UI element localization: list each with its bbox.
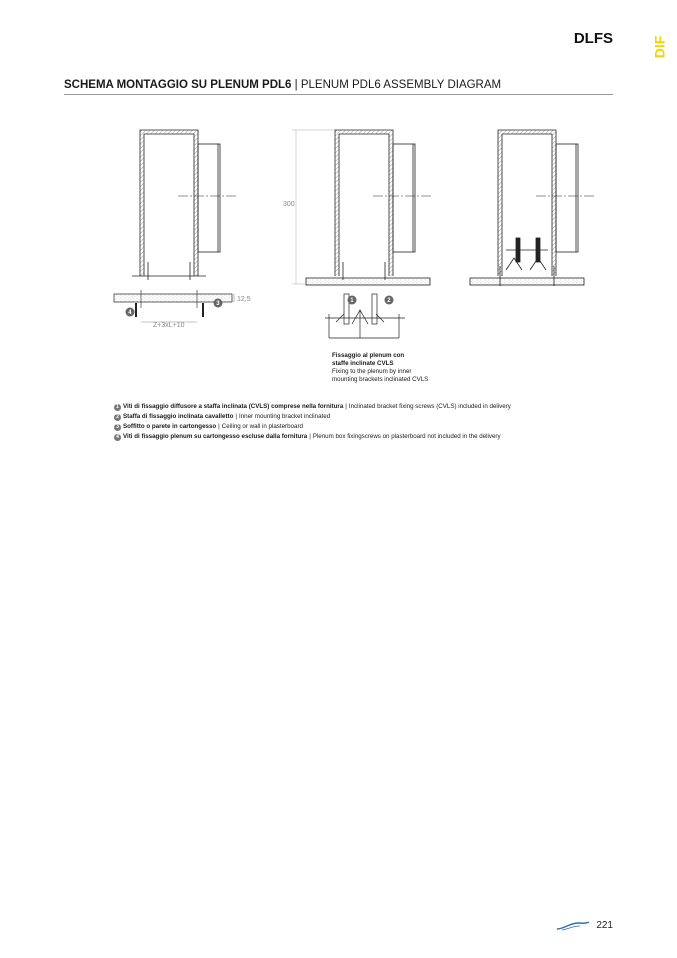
- legend-text-en: Inner mounting bracket inclinated: [238, 413, 331, 420]
- wave-logo-icon: [556, 921, 590, 931]
- legend-separator: |: [345, 403, 347, 410]
- legend-text-it: Staffa di fissaggio inclinata cavalletto: [123, 413, 234, 420]
- legend-item: [114, 412, 614, 422]
- legend-item: [114, 422, 614, 432]
- caption-line1-en: Fixing to the plenum by inner: [332, 368, 412, 375]
- legend-text-it: Soffitto o parete in cartongesso: [123, 423, 217, 430]
- page-footer: [556, 920, 613, 931]
- legend-num: 4: [114, 434, 121, 441]
- caption-line2-en: mounting brackets inclinated CVLS: [332, 376, 429, 383]
- legend-text-en: Ceiling or wall in plasterboard: [221, 423, 303, 430]
- section-title-it: SCHEMA MONTAGGIO SU PLENUM PDL6: [64, 79, 292, 91]
- dim-board-thickness: 12,5: [237, 296, 251, 303]
- detail-caption: [332, 352, 482, 384]
- plenum-box-2: [306, 130, 431, 285]
- assembly-diagram: [0, 0, 677, 400]
- dim-height-line: [292, 130, 335, 284]
- section-title-separator: |: [294, 79, 298, 91]
- dim-width: Z+3xL+10: [153, 322, 185, 329]
- caption-line1-it: Fissaggio al plenum con: [332, 352, 405, 359]
- plenum-box-1: [132, 130, 236, 280]
- product-code: DLFS: [573, 30, 613, 47]
- page-number: 221: [596, 920, 613, 931]
- badge-2: 2: [387, 298, 391, 304]
- legend: [114, 402, 614, 442]
- plenum-box-3: [470, 130, 594, 286]
- legend-item: [114, 432, 614, 442]
- legend-num: 2: [114, 414, 121, 421]
- legend-text-en: Plenum box fixingscrews on plasterboard not included in the delivery: [312, 433, 501, 440]
- section-title-en: PLENUM PDL6 ASSEMBLY DIAGRAM: [300, 79, 502, 91]
- dim-height: 300: [283, 201, 295, 208]
- caption-line2-it: staffe inclinate CVLS: [332, 360, 394, 367]
- legend-text-it: Viti di fissaggio diffusore a staffa inclinata (CVLS) comprese nella fornitura: [123, 403, 344, 410]
- legend-num: 3: [114, 424, 121, 431]
- badge-3: 3: [216, 301, 220, 307]
- legend-text-en: Inclinated bracket fixing screws (CVLS) included in delivery: [348, 403, 511, 410]
- legend-item: [114, 402, 614, 412]
- badge-4: 4: [128, 310, 132, 316]
- legend-separator: |: [309, 433, 311, 440]
- legend-separator: |: [235, 413, 237, 420]
- side-tab-label: DIF: [651, 35, 667, 59]
- legend-separator: |: [218, 423, 220, 430]
- legend-num: 1: [114, 404, 121, 411]
- legend-text-it: Viti di fissaggio plenum su cartongesso escluse dalla fornitura: [123, 433, 308, 440]
- badge-1: 1: [350, 298, 354, 304]
